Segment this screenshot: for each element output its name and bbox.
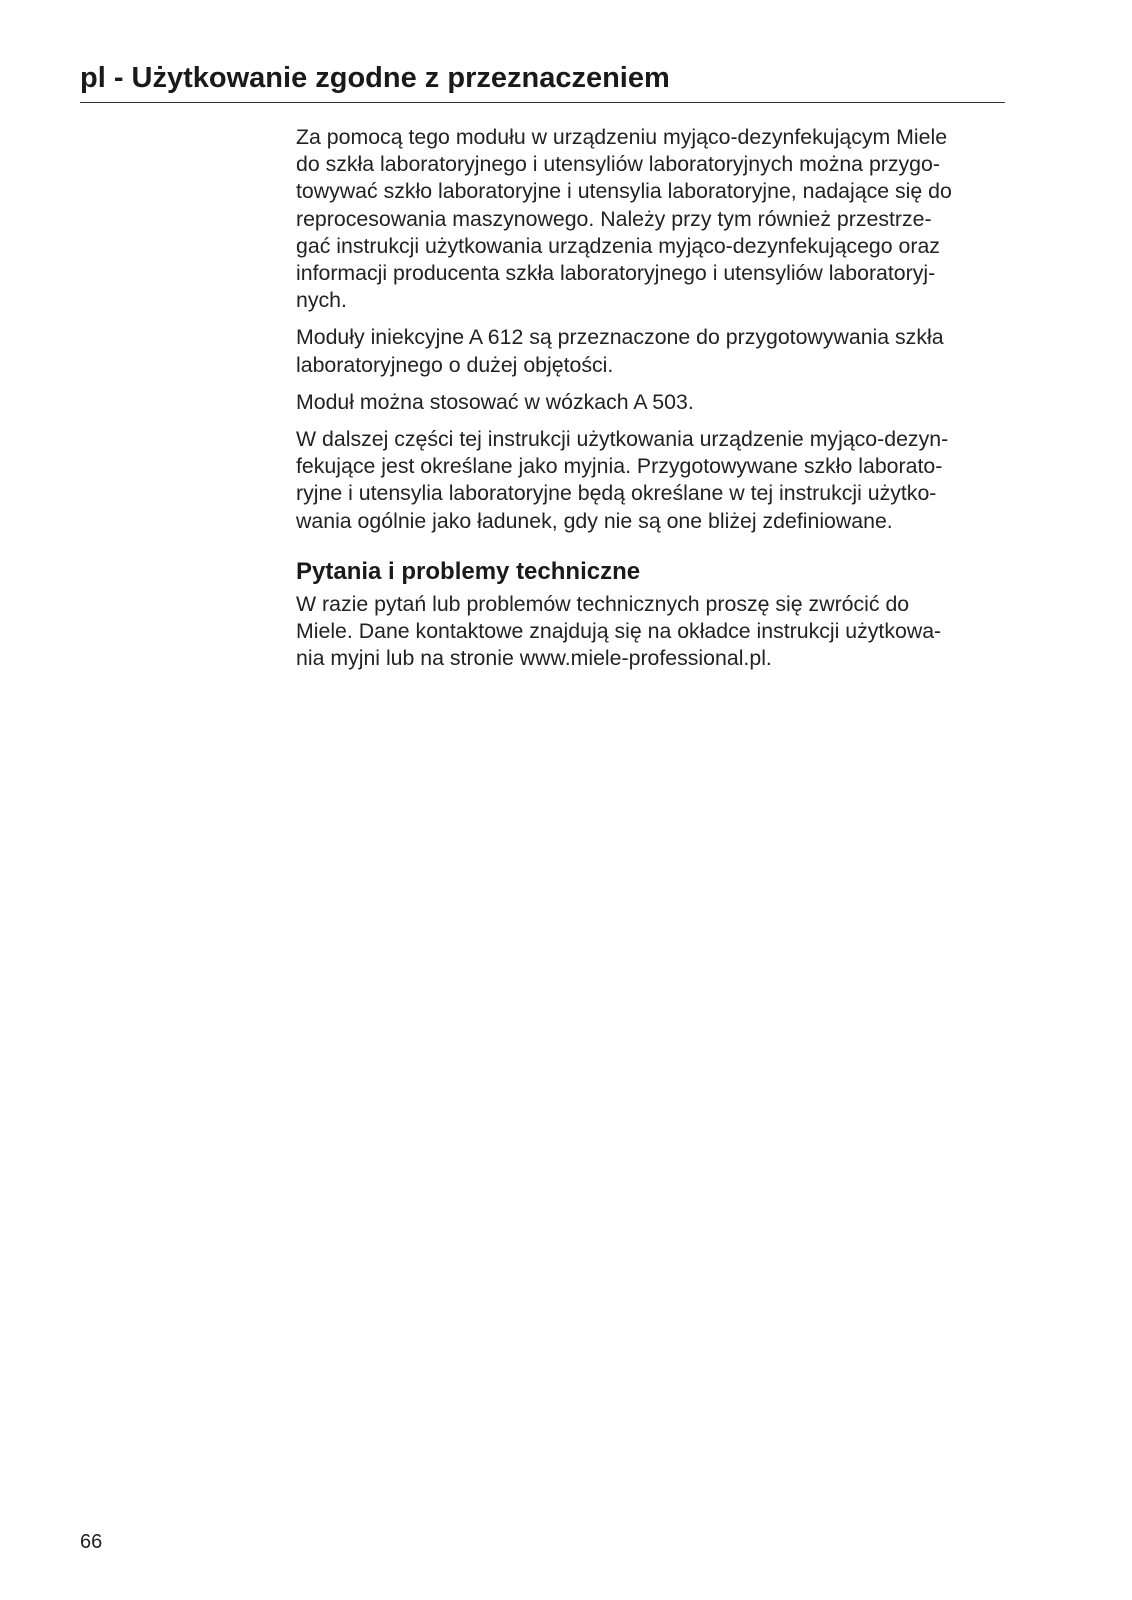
text-line: W razie pytań lub problemów technicznych proszę się zwrócić do — [296, 591, 910, 616]
text-line: Moduły iniekcyjne A 612 są przeznaczone do przygotowywania szkła — [296, 325, 944, 350]
text-line: reprocesowania maszynowego. Należy przy tym również przestrze- — [296, 206, 932, 231]
text-line: do szkła laboratoryjnego i utensyliów laboratoryjnych można przygo- — [296, 152, 940, 177]
section-heading-technical-questions: Pytania i problemy techniczne — [296, 557, 641, 585]
paragraph-injector-modules — [296, 324, 1011, 378]
text-line: nych. — [296, 288, 347, 313]
text-line: Moduł można stosować w wózkach A 503. — [296, 389, 694, 414]
text-line: ryjne i utensylia laboratoryjne będą określane w tej instrukcji użytko- — [296, 481, 937, 506]
text-line: nia myjni lub na stronie www.miele-professional.pl. — [296, 646, 772, 671]
text-line: gać instrukcji użytkowania urządzenia myjąco-dezynfekującego oraz — [296, 233, 940, 258]
text-line: towywać szkło laboratoryjne i utensylia laboratoryjne, nadające się do — [296, 179, 952, 204]
text-line: Miele. Dane kontaktowe znajdują się na okładce instrukcji użytkowa- — [296, 619, 942, 644]
paragraph-terminology — [296, 426, 1011, 535]
text-line: informacji producenta szkła laboratoryjnego i utensyliów laboratoryj- — [296, 261, 936, 286]
paragraph-technical-questions — [296, 591, 1011, 673]
main-content — [296, 124, 1011, 682]
text-line: Za pomocą tego modułu w urządzeniu myjąco-dezynfekującym Miele — [296, 125, 948, 149]
page-title: pl - Użytkowanie zgodne z przeznaczeniem — [80, 62, 670, 94]
text-line: wania ogólnie jako ładunek, gdy nie są one bliżej zdefiniowane. — [296, 508, 893, 533]
paragraph-trolleys — [296, 389, 1011, 416]
page-number: 66 — [80, 1531, 103, 1553]
paragraph-intended-use — [296, 124, 1011, 314]
page-header — [80, 60, 1005, 103]
text-line: W dalszej części tej instrukcji użytkowania urządzenie myjąco-dezyn- — [296, 427, 949, 452]
text-line: fekujące jest określane jako myjnia. Przygotowywane szkło laborato- — [296, 454, 943, 479]
text-line: laboratoryjnego o dużej objętości. — [296, 352, 614, 377]
